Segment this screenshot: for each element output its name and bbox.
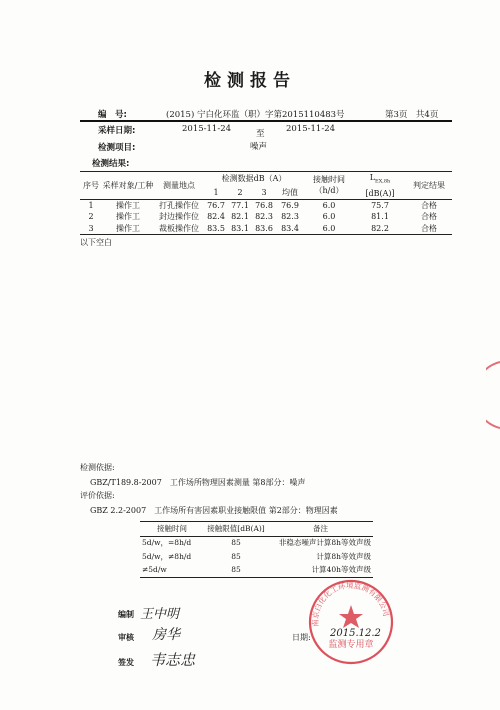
table-row: 1 操作工 打孔操作位 76.7 77.1 76.8 76.9 6.0 75.7 合格: [80, 199, 452, 211]
limits-row: 5d/w，=8h/d 85 非稳态噪声计算8h等效声级: [142, 538, 371, 548]
col-c2: 2: [237, 187, 243, 197]
approve-label: 签发: [118, 658, 134, 667]
number-value: (2015) 宁白化环监（职）字第2015110483号: [166, 110, 345, 120]
sampling-date-to-label: 至: [256, 129, 265, 139]
lex-unit: [dB(A)]: [365, 188, 395, 198]
limits-col-limit: 接触限值[dB(A)]: [204, 522, 268, 537]
basis-text: GBZ/T189.8-2007 工作场所物理因素测量 第8部分：噪声: [90, 478, 306, 487]
limits-row: 5d/w，≠8h/d 85 计算8h等效声级: [142, 551, 371, 561]
review-label: 审核: [118, 633, 134, 642]
seal-text: 监测专用章: [328, 640, 374, 650]
col-avg: 均值: [282, 187, 298, 197]
eval-label: 评价依据:: [80, 491, 115, 500]
results-label: 检测结果:: [92, 159, 130, 169]
limits-col-note: 备注: [268, 522, 373, 537]
sampling-date-label: 采样日期:: [98, 126, 136, 136]
date-label: 日期:: [292, 633, 311, 642]
col-c3: 3: [261, 187, 267, 197]
lex-sub: EX,8h: [375, 178, 391, 185]
item-value: 噪声: [250, 142, 268, 152]
col-verdict: 判定结果: [406, 172, 452, 200]
approve-signature: 韦志忠: [150, 651, 196, 669]
seal-ring-text: 南京白化化工环境监测有限公司: [310, 580, 391, 628]
limits-row: ≠5d/w 85 计算40h等效声级: [140, 564, 373, 578]
sampling-date-to: 2015-11-24: [286, 124, 336, 134]
col-object: 采样对象/工种: [102, 172, 154, 200]
table-row: 2 操作工 封边操作位 82.4 82.1 82.3 82.3 6.0 81.1 合格: [88, 212, 437, 222]
eval-text: GBZ 2.2-2007 工作场所有害因素职业接触限值 第2部分：物理因素: [90, 506, 338, 515]
item-label: 检测项目:: [98, 143, 136, 153]
company-seal: [306, 577, 396, 667]
date-value: 2015.12.2: [330, 628, 381, 639]
page-info: 第3页 共4页: [385, 110, 439, 120]
review-signature: 房华: [152, 627, 180, 643]
col-time: 接触时间（h/d）: [304, 172, 354, 200]
col-lex: [354, 172, 406, 200]
compile-signature: 王中明: [140, 607, 180, 622]
number-label: 编 号:: [98, 110, 127, 120]
sampling-date-from: 2015-11-24: [182, 124, 232, 134]
col-data-group: 检测数据dB（A）: [204, 172, 304, 186]
compile-label: 编制: [118, 610, 134, 619]
col-location: 测量地点: [154, 172, 204, 200]
table-row: 3 操作工 裁板操作位 83.5 83.1 83.6 83.4 6.0 82.2 合格: [80, 223, 452, 235]
results-table: [80, 171, 452, 235]
limits-table: [140, 521, 373, 578]
edge-seal-fragment: [486, 360, 500, 430]
seal-star-icon: [339, 605, 363, 628]
basis-label: 检测依据:: [80, 463, 115, 472]
table-footer: 以下空白: [80, 238, 112, 247]
limits-col-time: 接触时间: [140, 522, 204, 537]
col-seq: 序号: [80, 172, 102, 200]
report-title: 检测报告: [204, 71, 296, 91]
lex-main: L: [369, 173, 376, 182]
header-rule: [80, 120, 452, 122]
col-c1: 1: [213, 187, 219, 197]
